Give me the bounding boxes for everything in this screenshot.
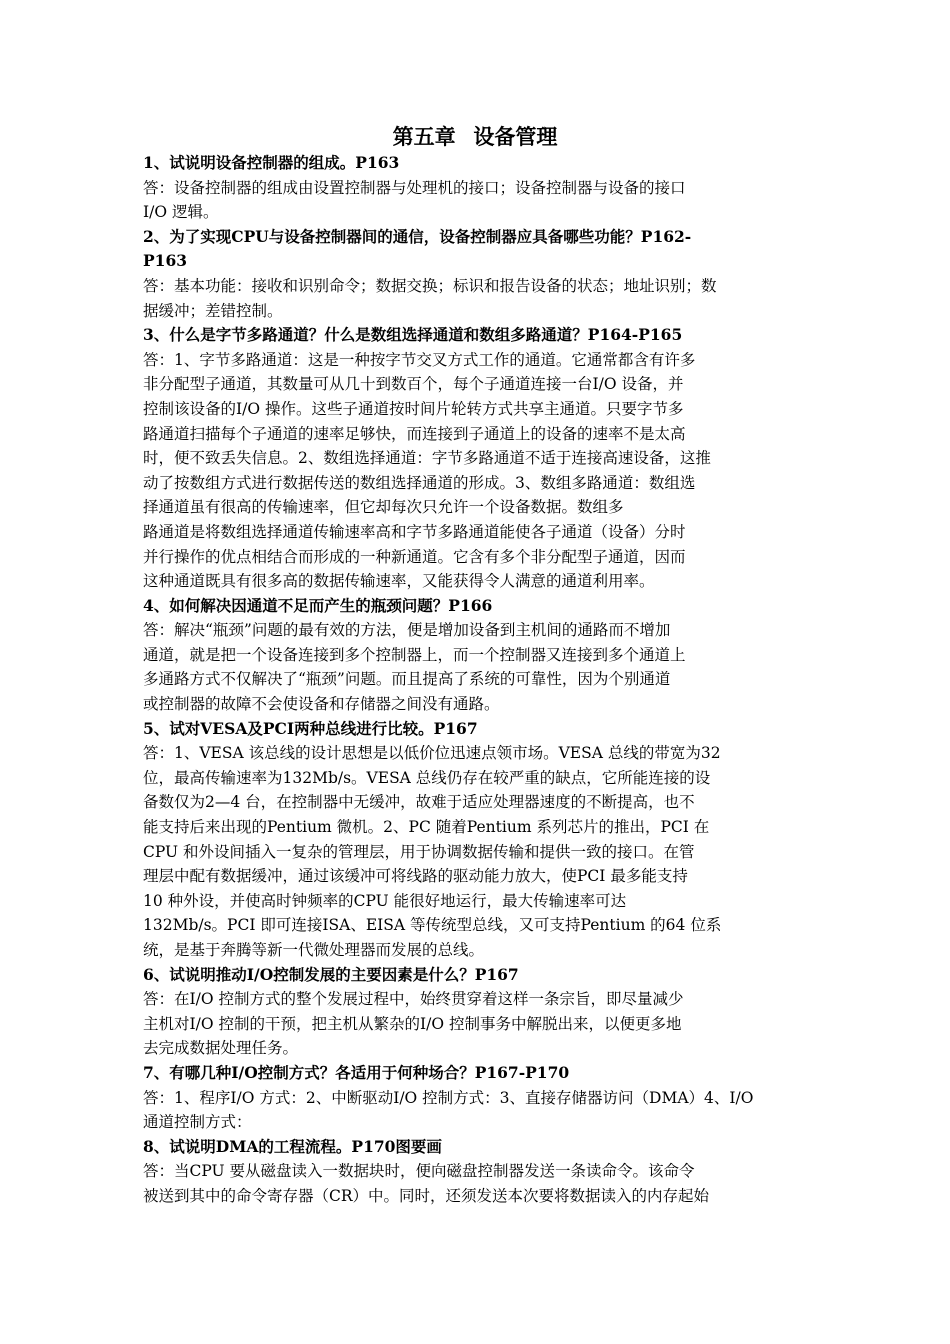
answer-line: 择通道虽有很高的传输速率，但它却每次只允许一个设备数据。数组多 — [143, 498, 624, 517]
answer-line: 答：1、程序I/O 方式：2、中断驱动I/O 控制方式：3、直接存储器访问（DMA）4、I/O — [143, 1088, 754, 1107]
chapter-title: 第五章 设备管理 — [392, 124, 558, 149]
answer-line: 答：在I/O 控制方式的整个发展过程中，始终贯穿着这样一条宗旨，即尽量减少 — [143, 990, 684, 1009]
answer-line: CPU 和外设间插入一复杂的管理层，用于协调数据传输和提供一致的接口。在管 — [143, 842, 695, 861]
answer-line: 被送到其中的命令寄存器（CR）中。同时，还须发送本次要将数据读入的内存起始 — [143, 1186, 710, 1205]
answer-line: 答：基本功能：接收和识别命令；数据交换；标识和报告设备的状态；地址识别；数 — [143, 276, 717, 295]
answer-line: 答：设备控制器的组成由设置控制器与处理机的接口；设备控制器与设备的接口 — [143, 178, 686, 197]
question-line: P163 — [143, 251, 188, 271]
answer-line: 非分配型子通道，其数量可从几十到数百个，每个子通道连接一台I/O 设备，并 — [143, 375, 684, 394]
answer-line: 理层中配有数据缓冲，通过该缓冲可将线路的驱动能力放大，使PCI 最多能支持 — [143, 867, 688, 886]
answer-line: 控制该设备的I/O 操作。这些子通道按时间片轮转方式共享主通道。只要字节多 — [143, 399, 684, 418]
answer-line: 主机对I/O 控制的干预，把主机从繁杂的I/O 控制事务中解脱出来，以便更多地 — [143, 1014, 682, 1033]
question-line: 4、如何解决因通道不足而产生的瓶颈问题？P166 — [143, 595, 493, 615]
answer-line: 据缓冲；差错控制。 — [143, 301, 283, 320]
document-body — [143, 151, 811, 1209]
answer-line: 这种通道既具有很多高的数据传输速率，又能获得令人满意的通道利用率。 — [143, 572, 655, 591]
answer-line: 备数仅为2—4 台，在控制器中无缓冲，故难于适应处理器速度的不断提高，也不 — [143, 793, 695, 812]
answer-line: 10 种外设，并使高时钟频率的CPU 能很好地运行，最大传输速率可达 — [143, 891, 627, 910]
question-line: 2、为了实现CPU与设备控制器间的通信，设备控制器应具备哪些功能？P162- — [143, 226, 692, 246]
answer-line: 位，最高传输速率为132Mb/s。VESA 总线仍存在较严重的缺点，它所能连接的设 — [143, 768, 711, 787]
answer-line: 或控制器的故障不会使设备和存储器之间没有通路。 — [143, 695, 500, 714]
answer-line: 132Mb/s。PCI 即可连接ISA、EISA 等传统型总线，又可支持Pentium 的64 位系 — [143, 916, 722, 935]
answer-line: 答：1、VESA 该总线的设计思想是以低价位迅速点领市场。VESA 总线的带宽为32 — [143, 744, 721, 763]
answer-line: I/O 逻辑。 — [143, 203, 219, 222]
question-line: 7、有哪几种I/O控制方式？各适用于何种场合？P167-P170 — [143, 1062, 570, 1082]
answer-line: 能支持后来出现的Pentium 微机。2、PC 随着Pentium 系列芯片的推出，PCI 在 — [143, 818, 710, 837]
answer-line: 路通道是将数组选择通道传输速率高和字节多路通道能使各子通道（设备）分时 — [143, 522, 686, 541]
answer-line: 统，是基于奔腾等新一代微处理器而发展的总线。 — [143, 941, 485, 959]
answer-line: 动了按数组方式进行数据传送的数组选择通道的形成。3、数组多路通道：数组选 — [143, 473, 696, 492]
question-line: 6、试说明推动I/O控制发展的主要因素是什么？P167 — [143, 964, 519, 984]
answer-line: 通道控制方式： — [143, 1113, 252, 1132]
answer-line: 答：1、字节多路通道：这是一种按字节交叉方式工作的通道。它通常都含有许多 — [143, 350, 696, 369]
answer-line: 时，便不致丢失信息。2、数组选择通道：字节多路通道不适于连接高速设备，这推 — [143, 449, 711, 468]
question-line: 8、试说明DMA的工程流程。P170图要画 — [143, 1136, 442, 1156]
question-line: 1、试说明设备控制器的组成。P163 — [143, 153, 400, 172]
answer-line: 通道，就是把一个设备连接到多个控制器上，而一个控制器又连接到多个通道上 — [143, 645, 686, 664]
answer-line: 并行操作的优点相结合而形成的一种新通道。它含有多个非分配型子通道，因而 — [143, 547, 686, 566]
answer-line: 答：解决“瓶颈”问题的最有效的方法，便是增加设备到主机间的通路而不增加 — [143, 621, 671, 640]
question-line: 5、试对VESA及PCI两种总线进行比较。P167 — [143, 718, 478, 738]
answer-line: 多通路方式不仅解决了“瓶颈”问题。而且提高了系统的可靠性，因为个别通道 — [143, 670, 671, 689]
question-line: 3、什么是字节多路通道？什么是数组选择通道和数组多路通道？P164-P165 — [143, 325, 683, 345]
answer-line: 去完成数据处理任务。 — [143, 1039, 299, 1058]
answer-line: 答：当CPU 要从磁盘读入一数据块时，便向磁盘控制器发送一条读命令。该命令 — [143, 1162, 695, 1181]
answer-line: 路通道扫描每个子通道的速率足够快，而连接到子通道上的设备的速率不是太高 — [143, 424, 686, 443]
